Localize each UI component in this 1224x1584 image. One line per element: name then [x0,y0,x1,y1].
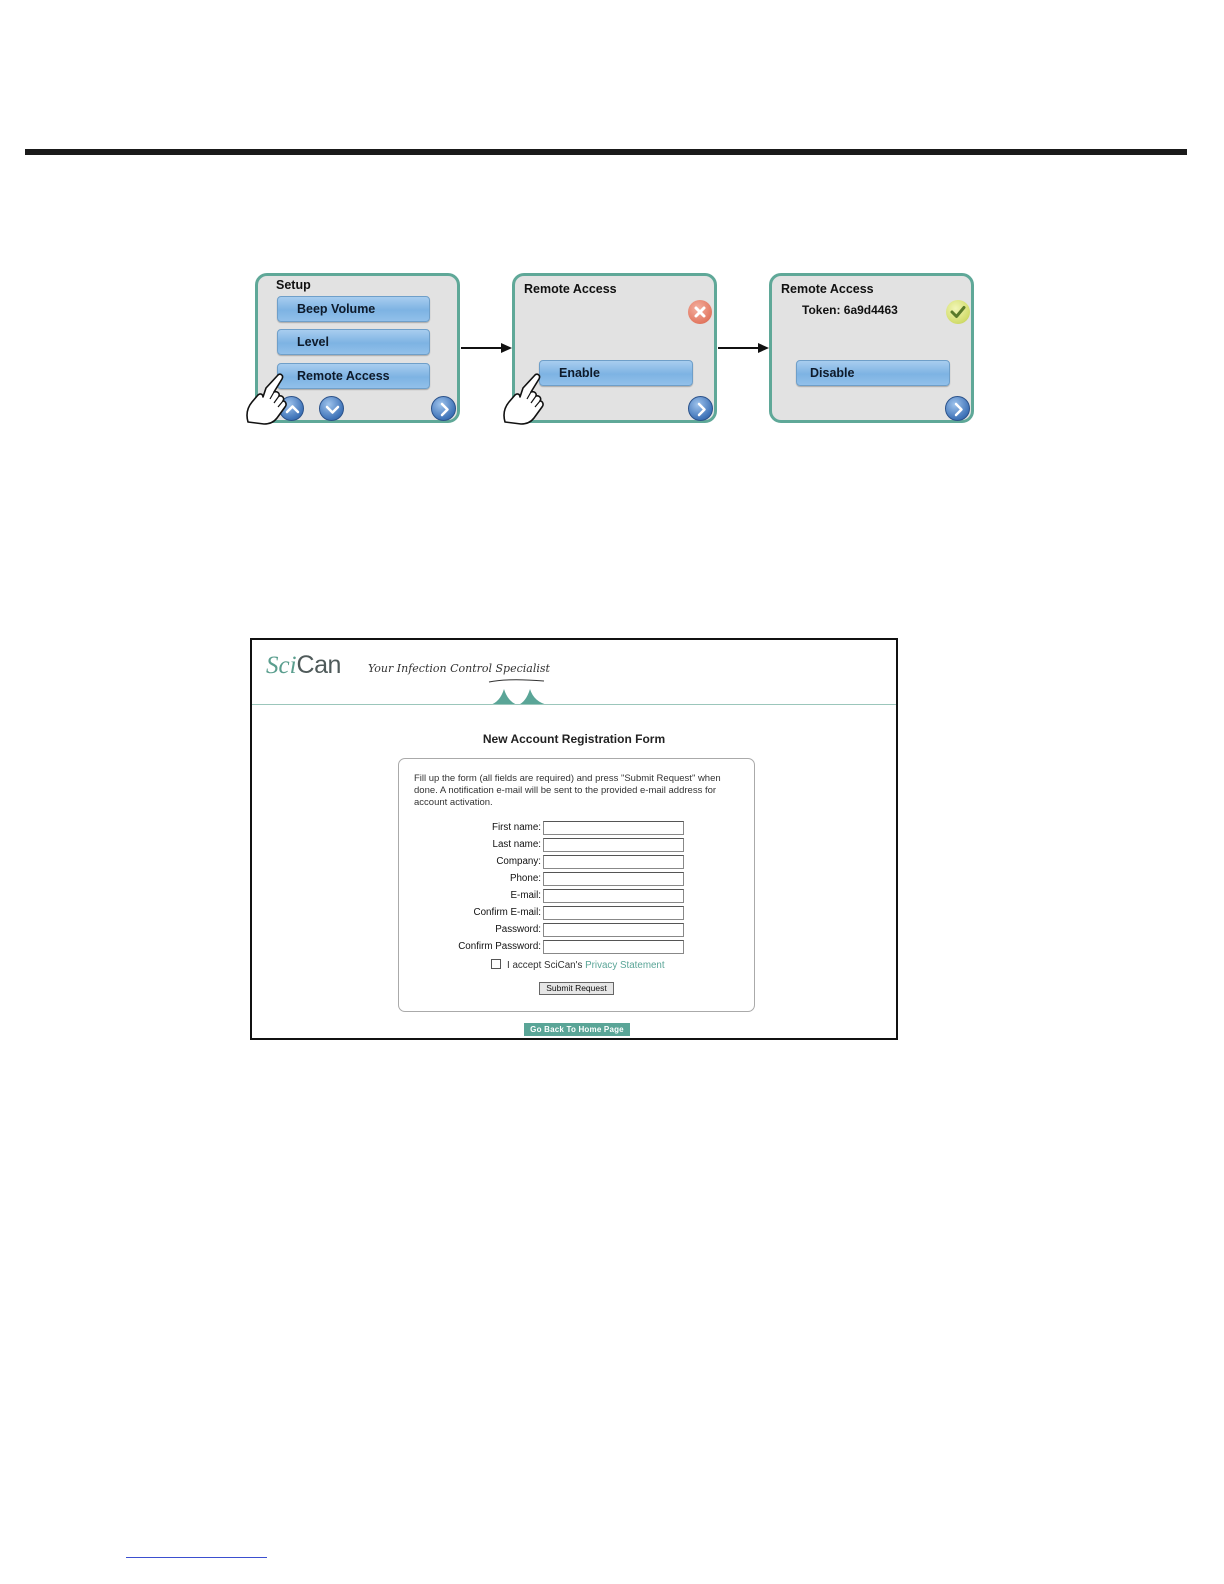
header-rule [25,149,1187,155]
registration-form [398,758,755,1012]
field-label: Last name: [492,839,541,850]
confirm-password-row [399,940,754,955]
field-label: Phone: [509,873,541,884]
field-label: First name: [492,822,541,833]
field-label: Confirm E-mail: [473,907,541,918]
next-icon[interactable] [431,396,456,421]
submit-request-button[interactable]: Submit Request [539,982,614,995]
confirm-email-field[interactable] [543,906,684,920]
field-label: Confirm Password: [458,941,541,952]
phone-row [399,872,754,887]
accept-checkbox[interactable] [491,959,501,969]
registration-page [250,638,898,1040]
last-name-field[interactable] [543,838,684,852]
scican-logo: SciCan [266,651,341,679]
next-icon[interactable] [945,396,970,421]
enable-button[interactable]: Enable [539,360,693,386]
remote-access-token-screen [769,273,974,423]
accept-row [491,959,665,971]
form-instructions: Fill up the form (all fields are required) and press "Submit Request" when done. A notification e-mail will be sent to the provided e-mail address for account activation. [414,773,721,808]
beep-volume-button[interactable]: Beep Volume [277,296,430,322]
hand-pointer-icon [501,372,553,426]
header-divider [252,704,896,705]
hand-pointer-icon [244,372,296,426]
home-page-button[interactable]: Go Back To Home Page [524,1023,630,1036]
field-label: Password: [495,924,541,935]
company-field[interactable] [543,855,684,869]
token-label: Token: 6a9d4463 [802,303,898,317]
last-name-row [399,838,754,853]
first-name-field[interactable] [543,821,684,835]
flow-arrow-icon [718,342,770,354]
remote-access-button[interactable]: Remote Access [277,363,430,389]
privacy-statement-link[interactable]: Privacy Statement [585,960,665,971]
password-field[interactable] [543,923,684,937]
level-button[interactable]: Level [277,329,430,355]
field-label: Company: [496,856,541,867]
disable-button[interactable]: Disable [796,360,950,386]
first-name-row [399,821,754,836]
accept-label: I accept SciCan's [507,960,586,971]
x-icon [688,300,712,324]
down-icon[interactable] [319,396,344,421]
screen-title: Remote Access [524,282,617,296]
screen-title: Setup [276,278,311,292]
check-icon [946,300,970,324]
email-field[interactable] [543,889,684,903]
field-label: E-mail: [510,890,541,901]
phone-field[interactable] [543,872,684,886]
flow-arrow-icon [461,342,513,354]
password-row [399,923,754,938]
tagline-underline [488,678,546,684]
email-row [399,889,754,904]
confirm-email-row [399,906,754,921]
footer-link-rule [126,1557,267,1558]
company-row [399,855,754,870]
tagline: Your Infection Control Specialist [368,662,550,675]
next-icon[interactable] [688,396,713,421]
form-title: New Account Registration Form [482,732,666,746]
confirm-password-field[interactable] [543,940,684,954]
screen-title: Remote Access [781,282,874,296]
